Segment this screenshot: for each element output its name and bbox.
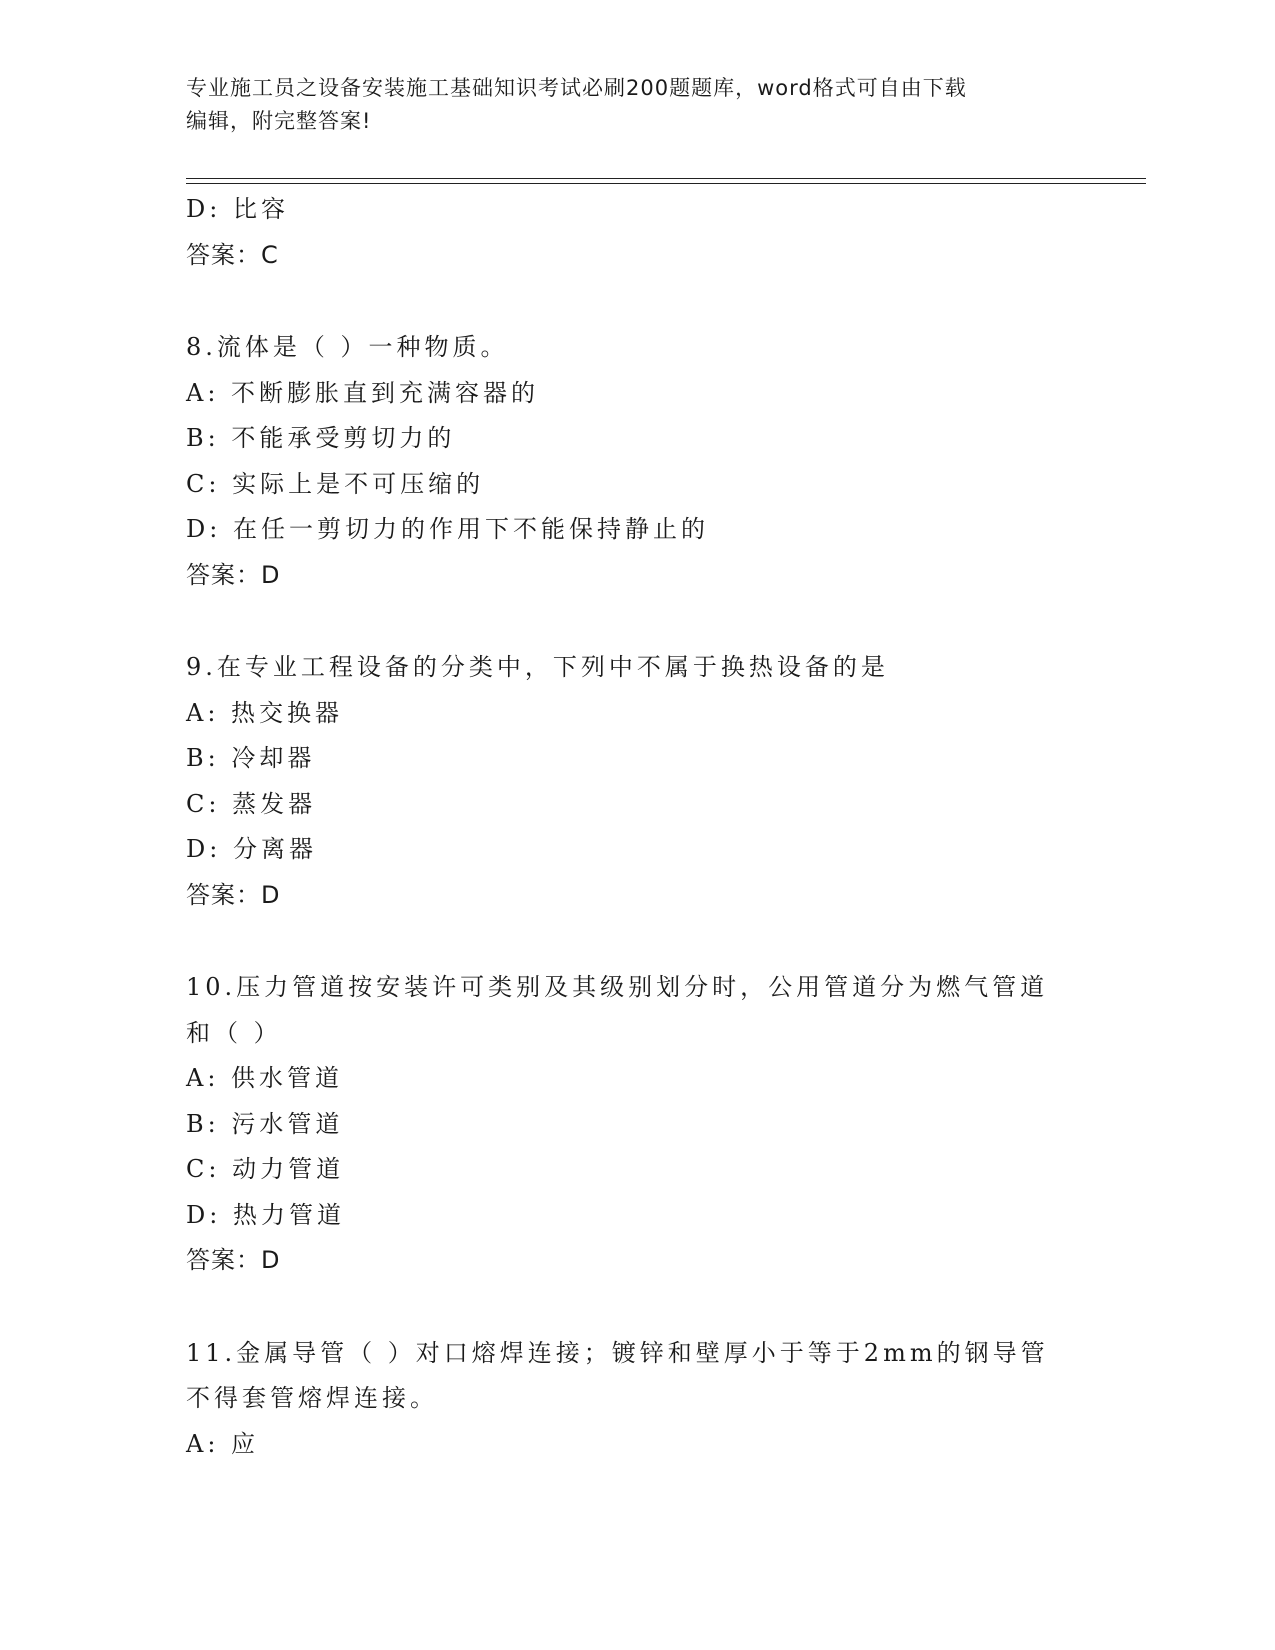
- question-11: [186, 1331, 1086, 1468]
- question-stem-line-1: 11.金属导管（ ）对口熔焊连接；镀锌和壁厚小于等于2mm的钢导管: [186, 1338, 1049, 1367]
- option-a: A: 热交换器: [186, 698, 344, 727]
- question-9: [186, 645, 1086, 918]
- option-d: D: 在任一剪切力的作用下不能保持静止的: [186, 515, 709, 543]
- answer: 答案：C: [186, 240, 279, 269]
- option-c: C: 实际上是不可压缩的: [186, 469, 485, 498]
- document-header: [186, 72, 1066, 138]
- option-b: B: 冷却器: [186, 744, 316, 772]
- header-title-line-2: 编辑，附完整答案!: [186, 109, 372, 133]
- answer: 答案：D: [186, 1246, 281, 1274]
- answer: 答案：D: [186, 880, 281, 909]
- option-d: D: 分离器: [186, 835, 317, 863]
- option-a: A: 应: [186, 1429, 260, 1458]
- question-stem: 8.流体是（ ）一种物质。: [186, 333, 509, 361]
- question-stem-line-2: 不得套管熔焊连接。: [186, 1384, 438, 1412]
- question-list: [186, 187, 1086, 1467]
- question-stem: 9.在专业工程设备的分类中，下列中不属于换热设备的是: [186, 653, 889, 681]
- header-title-line-1: 专业施工员之设备安装施工基础知识考试必刷200题题库，word格式可自由下载: [186, 76, 967, 100]
- option-a: A: 不断膨胀直到充满容器的: [186, 378, 540, 407]
- header-rule-top: [186, 178, 1146, 179]
- question-10: [186, 965, 1086, 1284]
- header-rule-bottom: [186, 183, 1146, 184]
- question-stem-line-1: 10.压力管道按安装许可类别及其级别划分时，公用管道分为燃气管道: [186, 973, 1049, 1001]
- option-d: D: 比容: [186, 195, 289, 223]
- option-a: A: 供水管道: [186, 1064, 344, 1092]
- prev-question-tail: [186, 187, 1086, 278]
- answer: 答案：D: [186, 560, 281, 589]
- option-b: B: 污水管道: [186, 1109, 344, 1138]
- question-stem-line-2: 和（ ）: [186, 1018, 282, 1047]
- option-d: D: 热力管道: [186, 1200, 345, 1229]
- option-b: B: 不能承受剪切力的: [186, 424, 456, 452]
- option-c: C: 蒸发器: [186, 789, 317, 818]
- question-8: [186, 325, 1086, 598]
- option-c: C: 动力管道: [186, 1155, 345, 1183]
